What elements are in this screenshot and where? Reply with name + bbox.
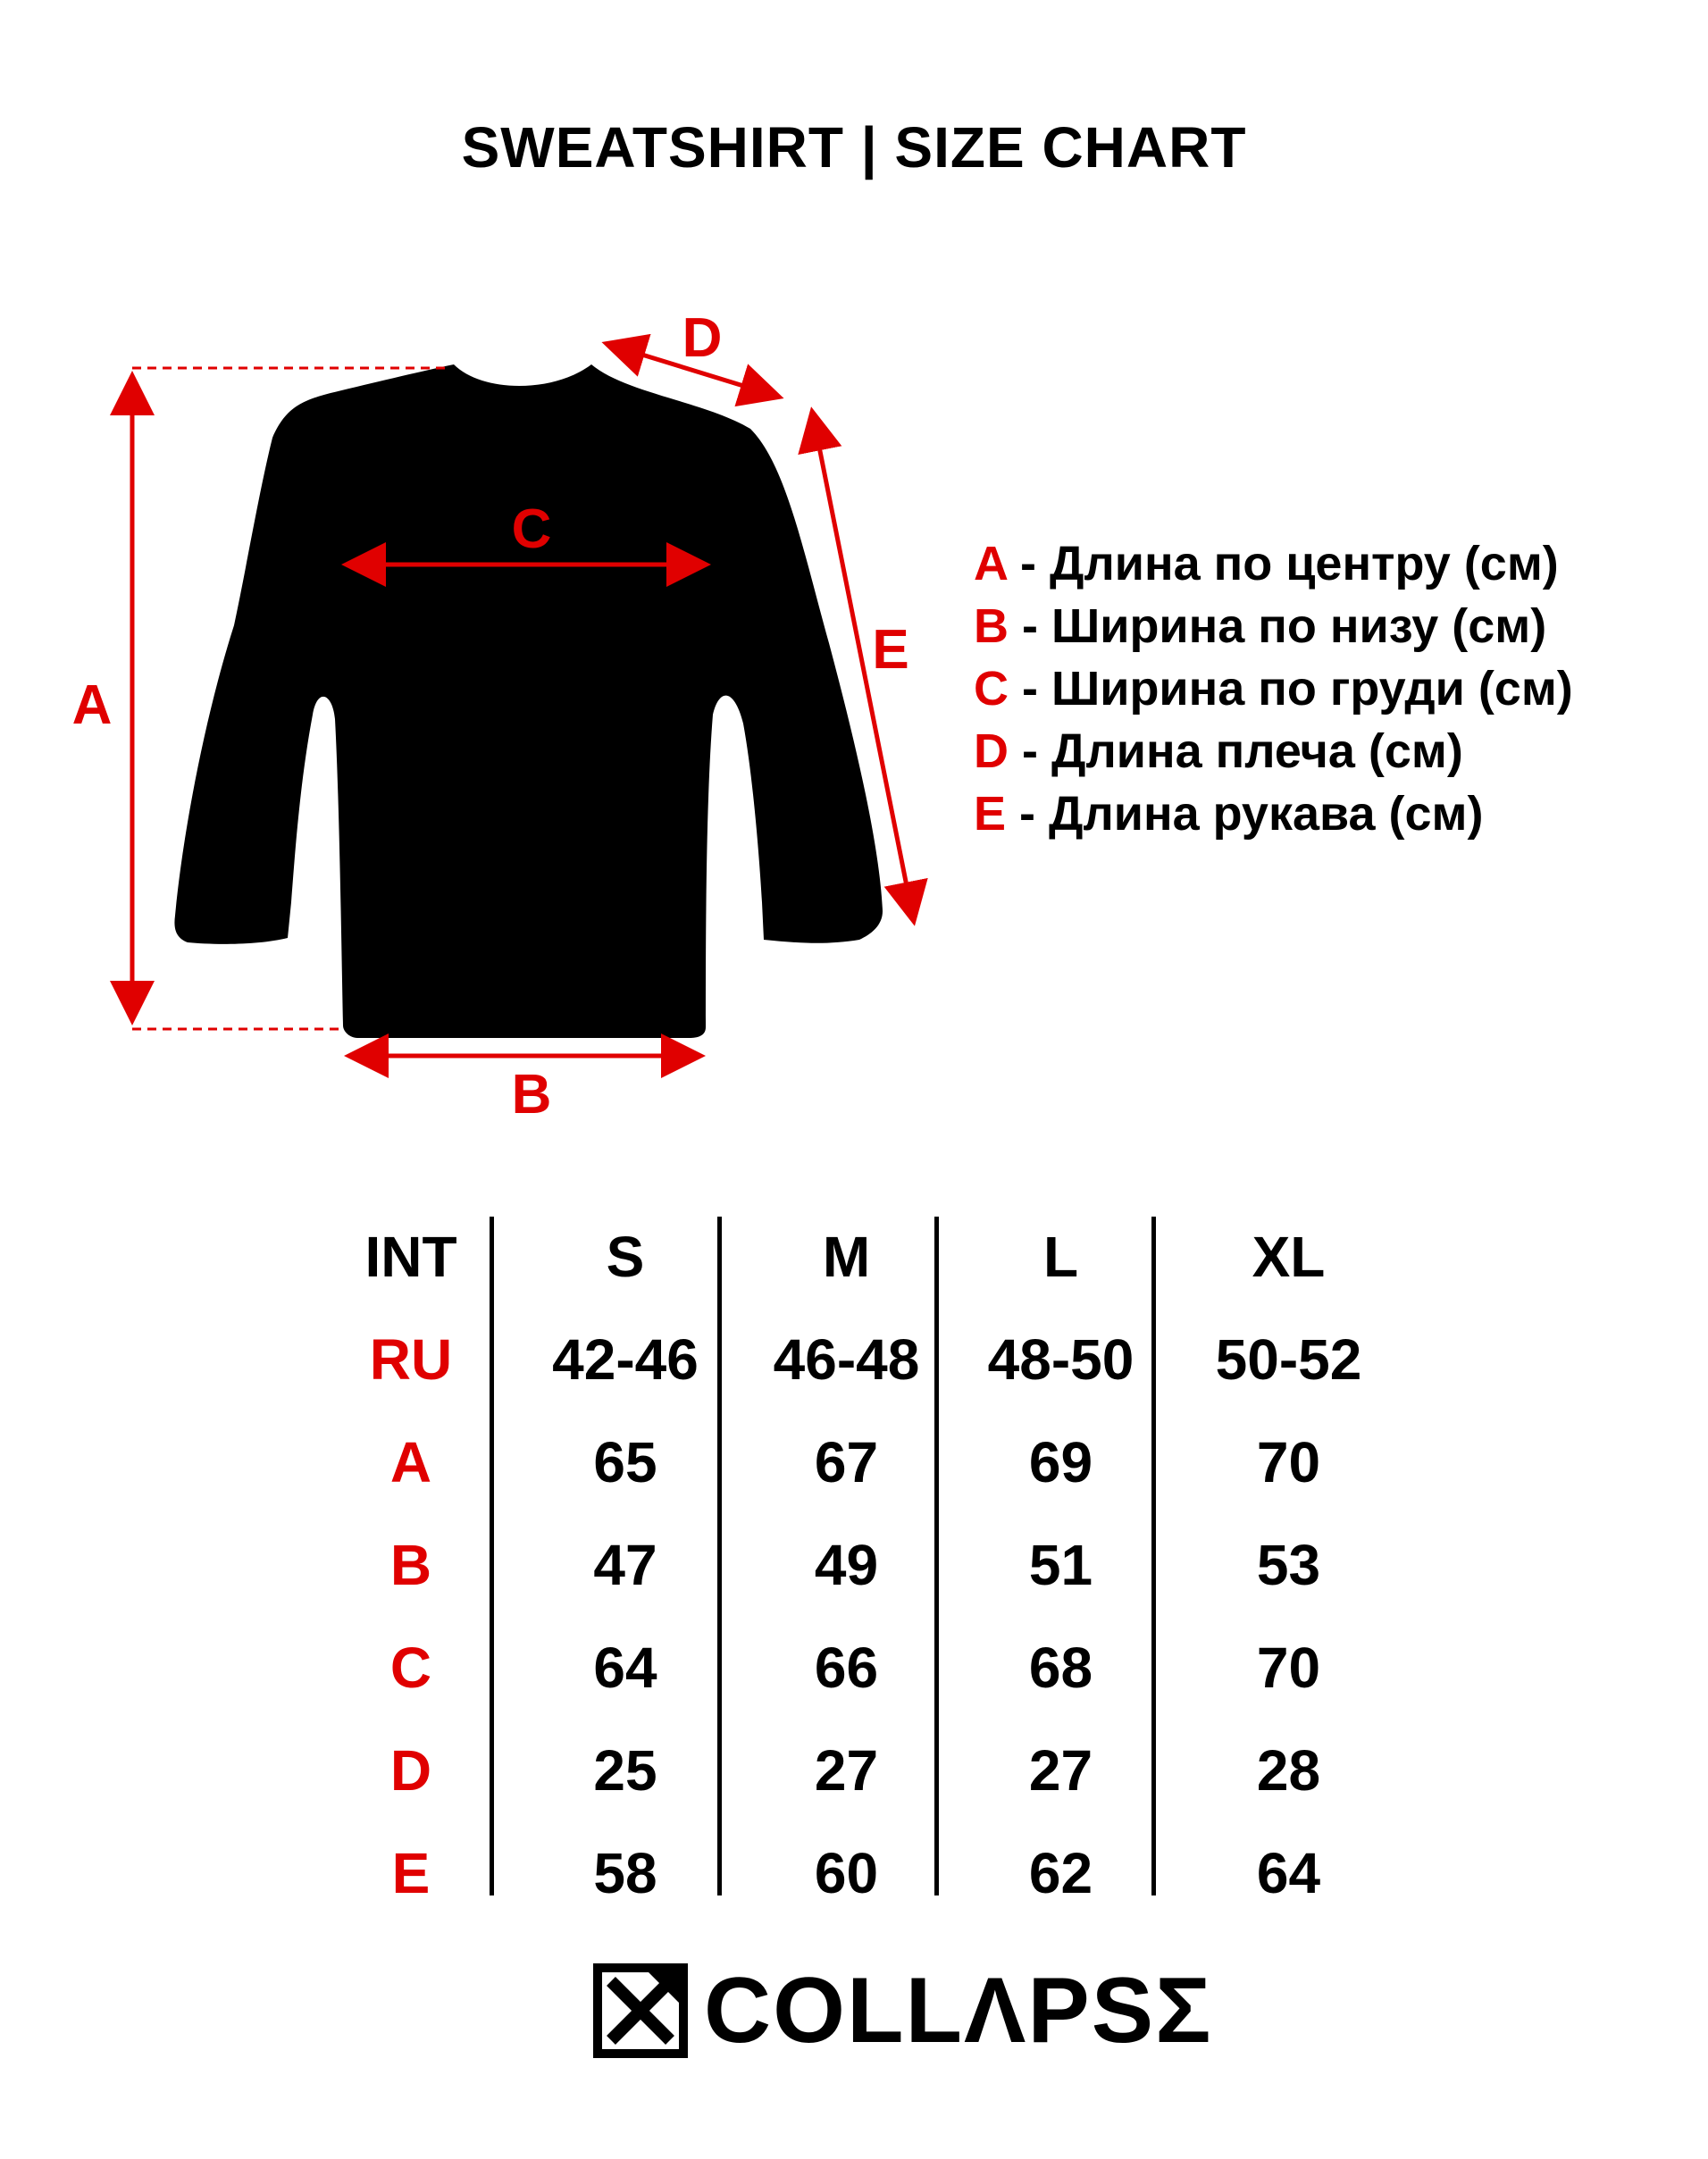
legend-item-b bbox=[974, 595, 1573, 657]
table-cell: 64 bbox=[593, 1636, 657, 1700]
table-cell: 62 bbox=[1028, 1841, 1093, 1905]
size-table bbox=[322, 1206, 1376, 1925]
measure-e-label: E bbox=[872, 619, 909, 681]
table-cell: 65 bbox=[593, 1430, 657, 1494]
table-cell: 66 bbox=[814, 1636, 879, 1700]
table-row bbox=[322, 1617, 1376, 1720]
legend-item-a bbox=[974, 532, 1573, 595]
legend-text: - Длина по центру (см) bbox=[1007, 537, 1559, 590]
measure-c-label: C bbox=[511, 498, 552, 560]
table-cell: 67 bbox=[814, 1430, 879, 1494]
measure-d-label: D bbox=[682, 307, 723, 369]
table-cell: 68 bbox=[1028, 1636, 1093, 1700]
table-row bbox=[322, 1309, 1376, 1411]
table-row bbox=[322, 1514, 1376, 1617]
table-cell: 58 bbox=[593, 1841, 657, 1905]
legend-key: B bbox=[974, 599, 1009, 653]
table-cell: 53 bbox=[1256, 1533, 1321, 1597]
table-row bbox=[322, 1720, 1376, 1822]
row-label: B bbox=[389, 1533, 432, 1597]
measure-a-label: A bbox=[71, 674, 113, 736]
row-label: RU bbox=[369, 1327, 453, 1392]
table-cell: 69 bbox=[1028, 1430, 1093, 1494]
table-cell: 60 bbox=[814, 1841, 879, 1905]
legend-text: - Длина рукава (см) bbox=[1006, 787, 1484, 841]
table-cell: 27 bbox=[814, 1738, 879, 1803]
header-cell: XL bbox=[1252, 1225, 1326, 1289]
table-cell: 42-46 bbox=[552, 1327, 699, 1392]
table-cell: 49 bbox=[814, 1533, 879, 1597]
brand-name: COLLΛPSΣ bbox=[704, 1959, 1213, 2063]
row-label: D bbox=[389, 1738, 432, 1803]
row-label: A bbox=[389, 1430, 432, 1494]
header-cell: L bbox=[1042, 1225, 1079, 1289]
table-cell: 27 bbox=[1028, 1738, 1093, 1803]
table-row bbox=[322, 1411, 1376, 1514]
table-cell: 28 bbox=[1256, 1738, 1321, 1803]
collapse-logo-icon bbox=[593, 1963, 688, 2058]
table-cell: 51 bbox=[1028, 1533, 1093, 1597]
legend-text: - Ширина по груди (см) bbox=[1009, 662, 1573, 715]
table-cell: 48-50 bbox=[987, 1327, 1134, 1392]
table-cell: 50-52 bbox=[1215, 1327, 1362, 1392]
table-row bbox=[322, 1822, 1376, 1925]
legend-key: C bbox=[974, 662, 1009, 715]
header-cell: INT bbox=[364, 1225, 457, 1289]
measurement-legend bbox=[974, 532, 1573, 845]
table-cell: 25 bbox=[593, 1738, 657, 1803]
header-cell: S bbox=[606, 1225, 645, 1289]
sweatshirt-silhouette bbox=[174, 364, 883, 1038]
row-label: E bbox=[391, 1841, 431, 1905]
legend-item-e bbox=[974, 782, 1573, 845]
legend-key: E bbox=[974, 787, 1007, 841]
brand-logo bbox=[593, 1959, 1213, 2063]
table-cell: 64 bbox=[1256, 1841, 1321, 1905]
table-header-row bbox=[322, 1206, 1376, 1309]
table-cell: 46-48 bbox=[773, 1327, 920, 1392]
legend-text: - Ширина по низу (см) bbox=[1009, 599, 1547, 653]
table-cell: 47 bbox=[593, 1533, 657, 1597]
table-cell: 70 bbox=[1256, 1430, 1321, 1494]
legend-key: A bbox=[974, 537, 1007, 590]
table-cell: 70 bbox=[1256, 1636, 1321, 1700]
legend-key: D bbox=[974, 724, 1009, 778]
legend-text: - Длина плеча (см) bbox=[1009, 724, 1463, 778]
legend-item-d bbox=[974, 720, 1573, 782]
row-label: C bbox=[389, 1636, 432, 1700]
legend-item-c bbox=[974, 657, 1573, 720]
header-cell: M bbox=[822, 1225, 871, 1289]
measure-b-label: B bbox=[511, 1064, 552, 1126]
page-title: SWEATSHIRT | SIZE CHART bbox=[461, 115, 1247, 180]
